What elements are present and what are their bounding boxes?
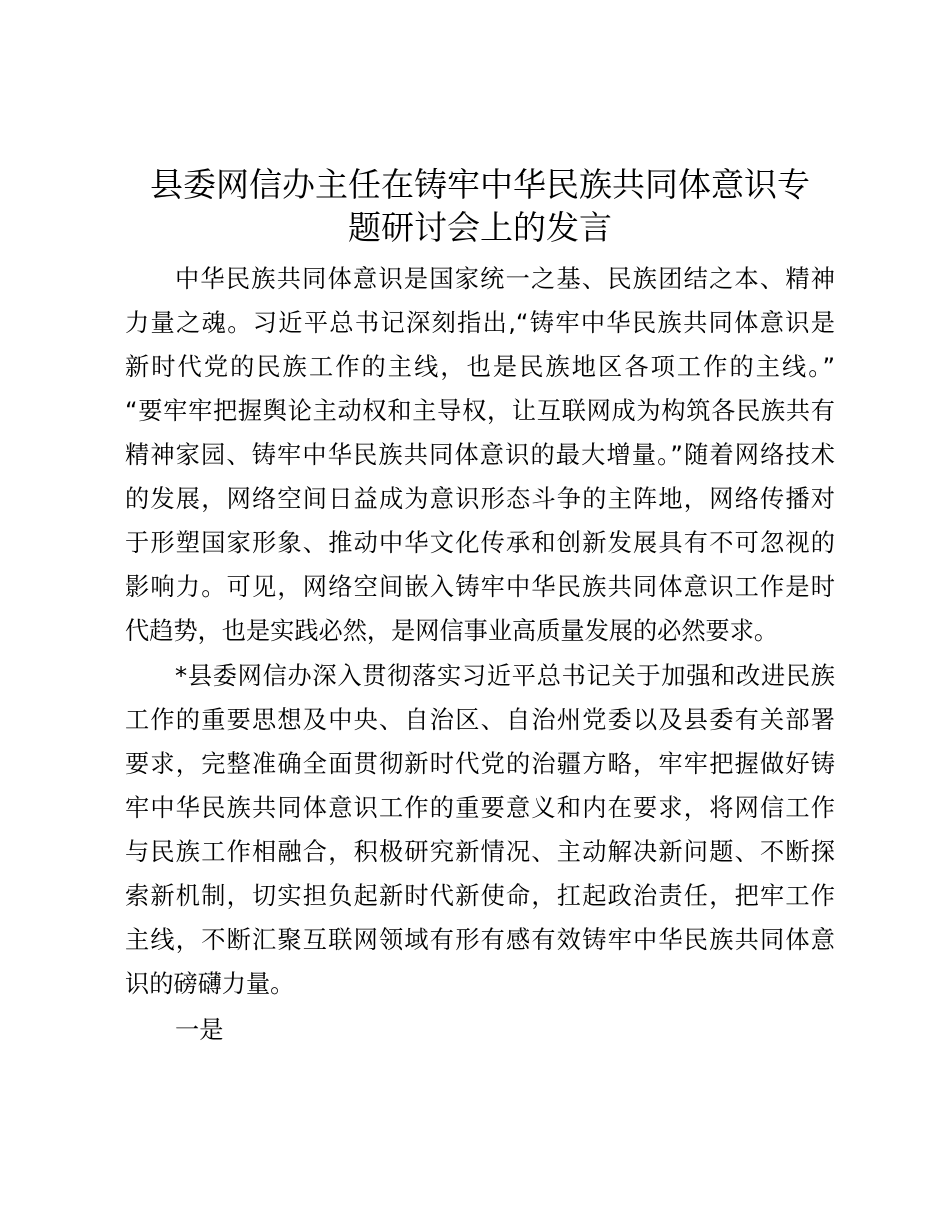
page-title [125,163,835,249]
paragraph-line: 索新机制，切实担负起新时代新使命，扛起政治责任，把牢工作 [125,882,835,910]
title-line-1: 县委网信办主任在铸牢中华民族共同体意识专 [150,165,810,204]
paragraph-line: 工作的重要思想及中央、自治区、自治州党委以及县委有关部署 [125,706,835,734]
paragraph-line: 新时代党的民族工作的主线，也是民族地区各项工作的主线。” [125,353,835,381]
paragraph-line: 与民族工作相融合，积极研究新情况、主动解决新问题、不断探 [125,838,835,866]
paragraph-line: 力量之魂。习近平总书记深刻指出,“铸牢中华民族共同体意识是 [125,309,835,337]
paragraph-line: 主线，不断汇聚互联网领域有形有感有效铸牢中华民族共同体意 [125,926,835,954]
paragraph-line: 于形塑国家形象、推动中华文化传承和创新发展具有不可忽视的 [125,529,835,557]
paragraph-line: 识的磅礴力量。 [125,970,295,998]
paragraph-line: 中华民族共同体意识是国家统一之基、民族团结之本、精神 [175,265,835,293]
paragraph-line: 牢中华民族共同体意识工作的重要意义和内在要求，将网信工作 [125,794,835,822]
title-line-2: 题研讨会上的发言 [348,208,612,247]
paragraph-line: 要求，完整准确全面贯彻新时代党的治疆方略，牢牢把握做好铸 [125,750,835,778]
paragraph-line: 的发展，网络空间日益成为意识形态斗争的主阵地，网络传播对 [125,485,835,513]
paragraph-line: 一是 [175,1016,224,1044]
paragraph-line: 影响力。可见，网络空间嵌入铸牢中华民族共同体意识工作是时 [125,573,835,601]
paragraph-line: “要牢牢把握舆论主动权和主导权，让互联网成为构筑各民族共有 [125,397,835,425]
paragraph-line: *县委网信办深入贯彻落实习近平总书记关于加强和改进民族 [175,662,835,690]
paragraph-line: 精神家园、铸牢中华民族共同体意识的最大增量。”随着网络技术 [125,441,835,469]
paragraph-line: 代趋势，也是实践必然，是网信事业高质量发展的必然要求。 [125,617,779,645]
